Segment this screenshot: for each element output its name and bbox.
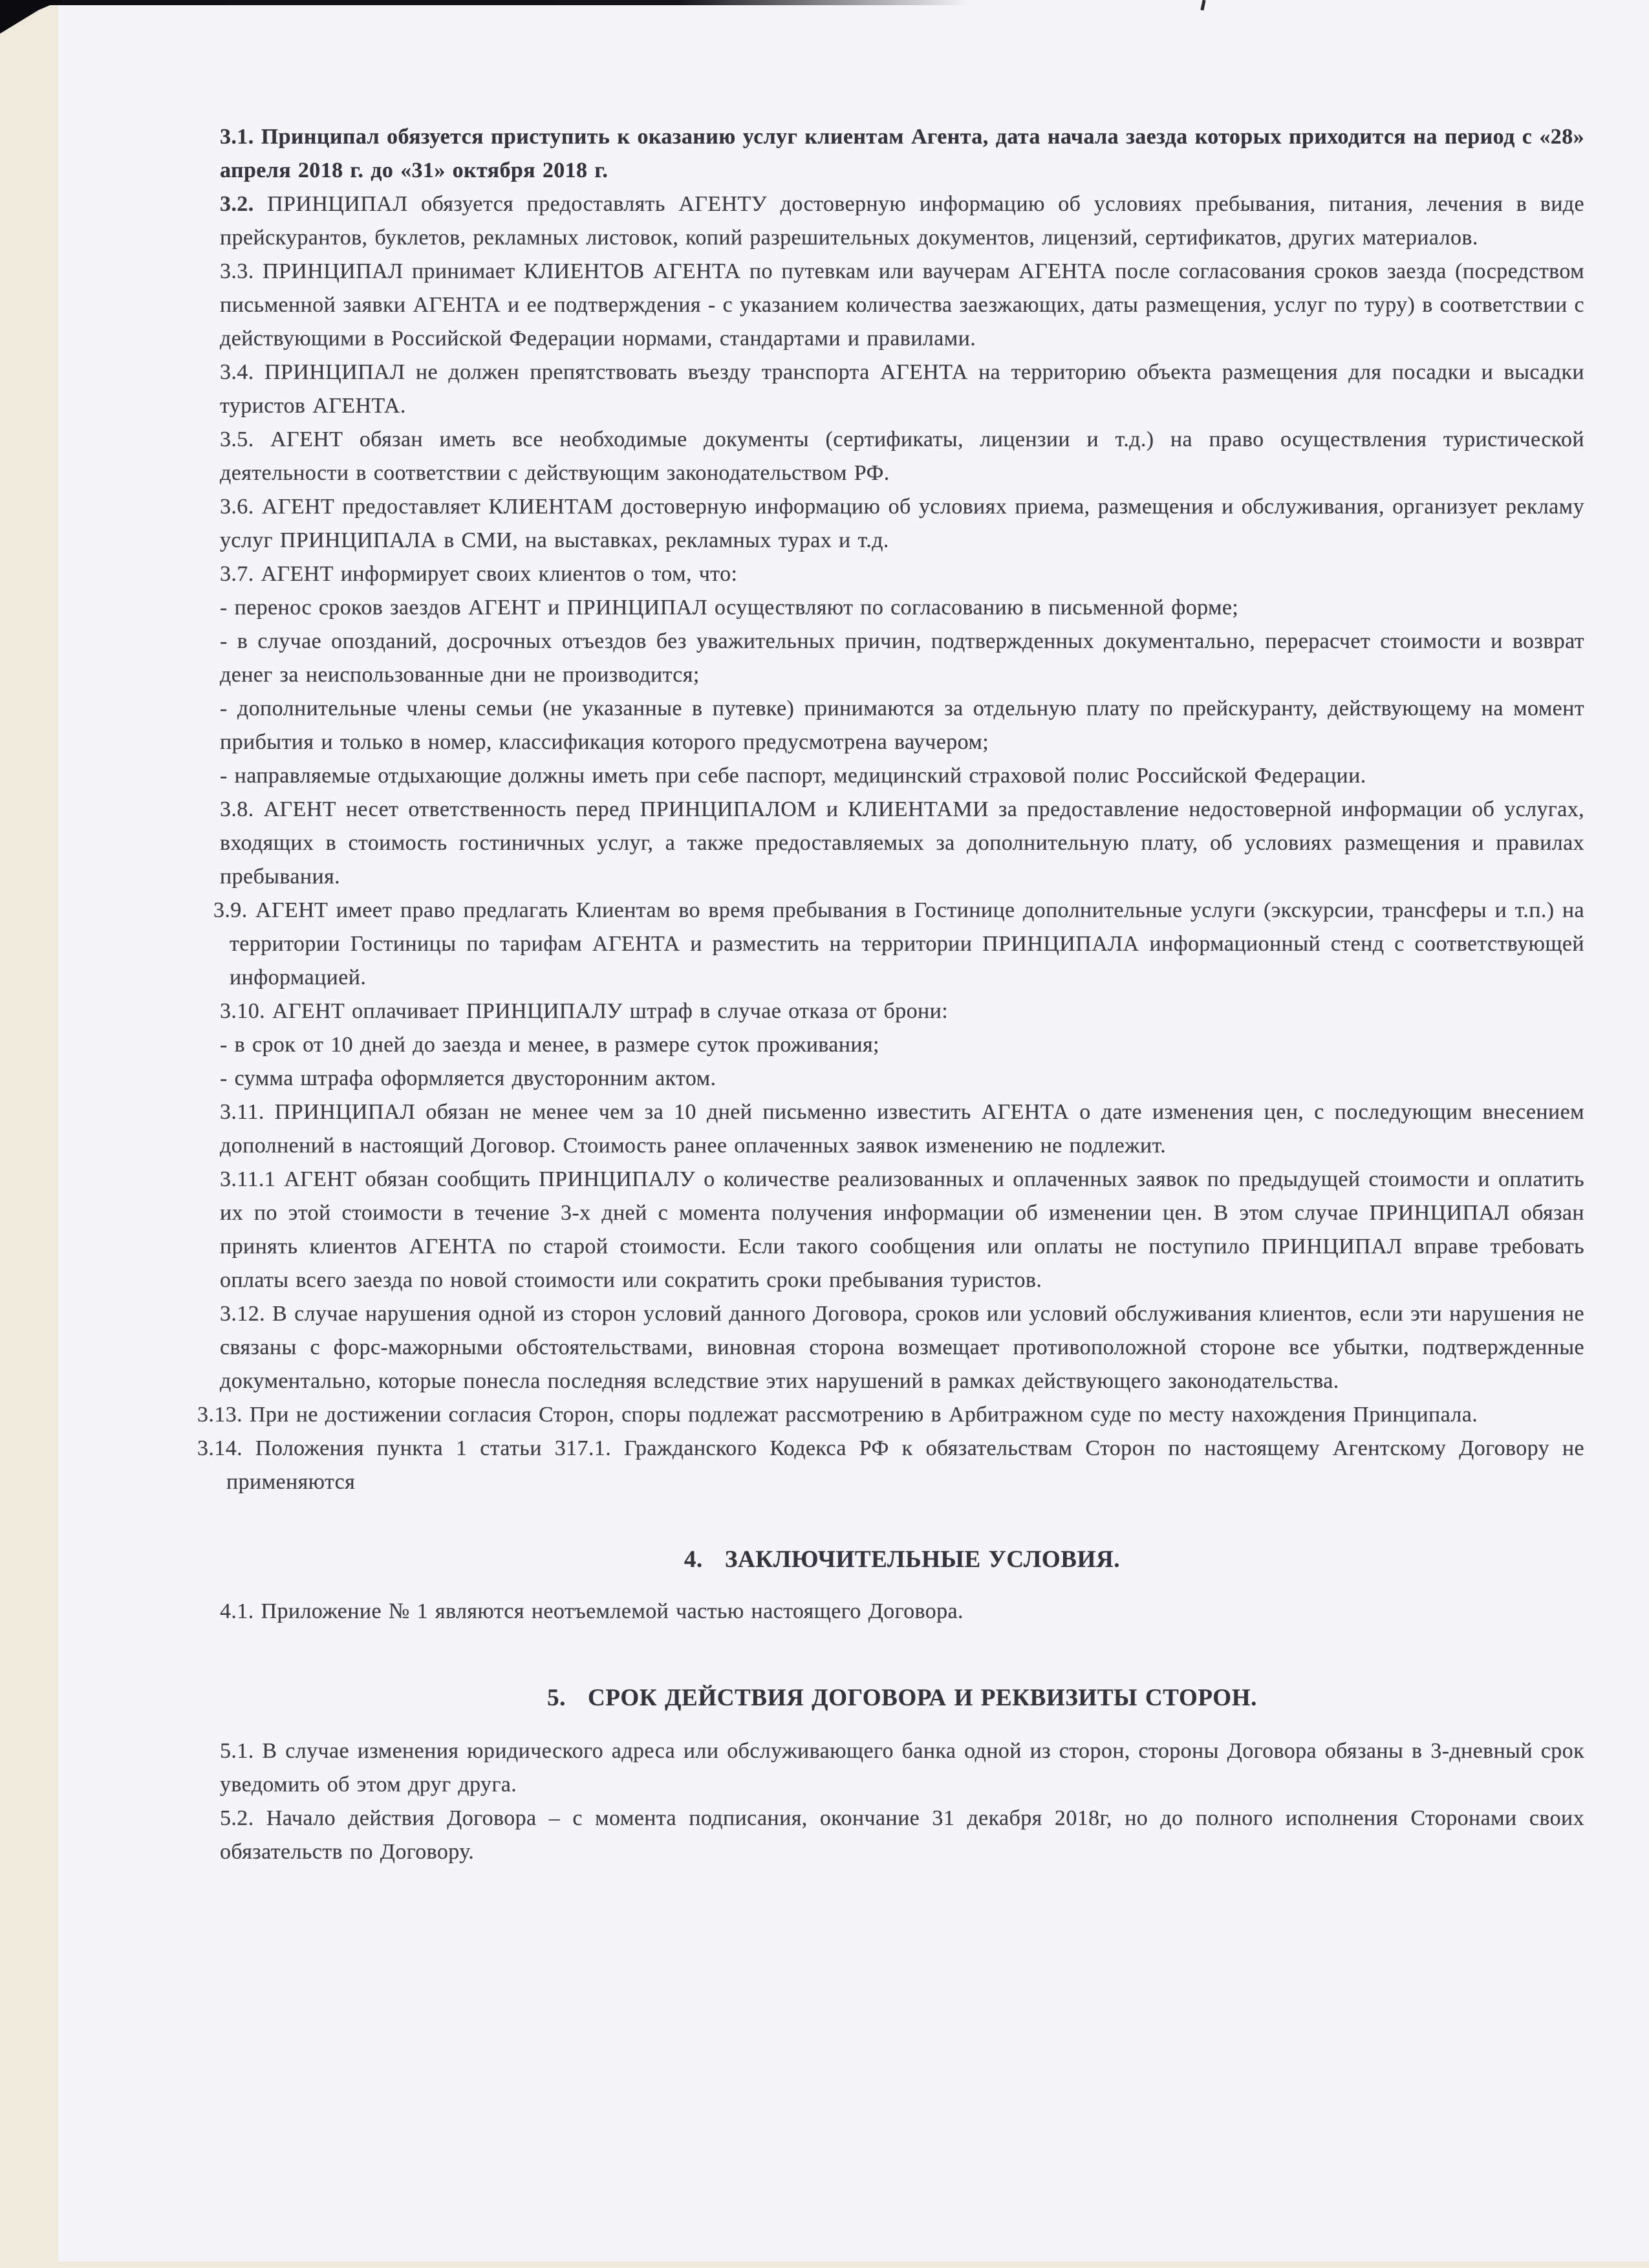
clause-4-1: 4.1. Приложение № 1 являются неотъемлемой частью настоящего Договора. [220, 1599, 964, 1623]
section-5-title: СРОК ДЕЙСТВИЯ ДОГОВОРА И РЕКВИЗИТЫ СТОРОН. [588, 1685, 1257, 1711]
clause-3-7-item-2: - в случае опозданий, досрочных отъездов без уважительных причин, подтвержденных документально, перерасчет стоимости и возврат денег за неиспользованные дни не производится; [220, 629, 1584, 687]
section-5-number: 5. [547, 1685, 566, 1711]
clause-3-10: 3.10. АГЕНТ оплачивает ПРИНЦИПАЛУ штраф в случае отказа от брони: [220, 999, 949, 1023]
contract-text [197, 120, 1584, 1869]
clause-3-3: 3.3. ПРИНЦИПАЛ принимает КЛИЕНТОВ АГЕНТА по путевкам или ваучерам АГЕНТА после согласования сроков заезда (посредством письменной заявки АГЕНТА и ее подтверждения - с указанием количества заезжающих, даты размещения, услуг по туру) в соответствии с действующими в Российской Федерации нормами, стандартами и правилами. [220, 259, 1584, 351]
clause-3-8: 3.8. АГЕНТ несет ответственность перед ПРИНЦИПАЛОМ и КЛИЕНТАМИ за предоставление недостоверной информации об услугах, входящих в стоимость гостиничных услуг, а также предоставляемых за дополнительную плату, об условиях размещения и правилах пребывания. [220, 797, 1584, 889]
clause-3-10-item-2: - сумма штрафа оформляется двусторонним актом. [220, 1066, 717, 1090]
clause-3-14: 3.14. Положения пункта 1 статьи 317.1. Гражданского Кодекса РФ к обязательствам Сторон по настоящему Агентскому Договору не применяются [197, 1436, 1584, 1494]
section-5-heading [220, 1681, 1584, 1715]
clause-3-7-item-3: - дополнительные члены семьи (не указанные в путевке) принимаются за отдельную плату по прейскуранту, действующему на момент прибытия и только в номер, классификация которого предусмотрена ваучером; [220, 697, 1584, 754]
clause-3-11: 3.11. ПРИНЦИПАЛ обязан не менее чем за 10 дней письменно известить АГЕНТА о дате изменения цен, с последующим внесением дополнений в настоящий Договор. Стоимость ранее оплаченных заявок изменению не подлежит. [220, 1100, 1584, 1158]
clause-3-7-item-1: - перенос сроков заездов АГЕНТ и ПРИНЦИПАЛ осуществляют по согласованию в письменной форме; [220, 596, 1239, 620]
clause-5-2: 5.2. Начало действия Договора – с момента подписания, окончание 31 декабря 2018г, но до полного исполнения Сторонами своих обязательств по Договору. [220, 1806, 1584, 1864]
document-page [58, 0, 1649, 2262]
clause-3-13: 3.13. При не достижении согласия Сторон, споры подлежат рассмотрению в Арбитражном суде по месту нахождения Принципала. [197, 1403, 1478, 1427]
scan-top-edge-artifact [0, 0, 970, 5]
clause-3-7-item-4: - направляемые отдыхающие должны иметь при себе паспорт, медицинский страховой полис Российской Федерации. [220, 764, 1366, 788]
clause-3-2 [220, 188, 1584, 255]
clause-text: ПРИНЦИПАЛ обязуется предоставлять АГЕНТУ достоверную информацию об условиях пребывания, питания, лечения в виде прейскурантов, буклетов, рекламных листовок, копий разрешительных документов, лицензий, сертификатов, других материалов. [220, 192, 1584, 250]
clause-3-12: 3.12. В случае нарушения одной из сторон условий данного Договора, сроков или условий обслуживания клиентов, если эти нарушения не связаны с форс-мажорными обстоятельствами, виновная сторона возмещает противоположной стороне все убытки, подтвержденные документально, которые понесла последняя вследствие этих нарушений в рамках действующего законодательства. [220, 1302, 1584, 1393]
clause-3-1: 3.1. Принципал обязуется приступить к оказанию услуг клиентам Агента, дата начала заезда которых приходится на период с «28» апреля 2018 г. до «31» октября 2018 г. [220, 125, 1584, 182]
clause-3-5: 3.5. АГЕНТ обязан иметь все необходимые документы (сертификаты, лицензии и т.д.) на право осуществления туристической деятельности в соответствии с действующим законодательством РФ. [220, 427, 1584, 485]
clause-3-10-item-1: - в срок от 10 дней до заезда и менее, в размере суток проживания; [220, 1033, 879, 1057]
clause-3-4: 3.4. ПРИНЦИПАЛ не должен препятствовать въезду транспорта АГЕНТА на территорию объекта размещения для посадки и высадки туристов АГЕНТА. [220, 360, 1584, 418]
clause-3-7: 3.7. АГЕНТ информирует своих клиентов о том, что: [220, 562, 738, 586]
clause-5-1: 5.1. В случае изменения юридического адреса или обслуживающего банка одной из сторон, стороны Договора обязаны в 3-дневный срок уведомить об этом друг друга. [220, 1739, 1584, 1797]
section-4-title: ЗАКЛЮЧИТЕЛЬНЫЕ УСЛОВИЯ. [724, 1546, 1121, 1573]
section-4-number: 4. [684, 1546, 703, 1573]
clause-number: 3.2. [220, 192, 254, 216]
section-4-heading [220, 1543, 1584, 1577]
clause-3-6: 3.6. АГЕНТ предоставляет КЛИЕНТАМ достоверную информацию об условиях приема, размещения и обслуживания, организует рекламу услуг ПРИНЦИПАЛА в СМИ, на выставках, рекламных турах и т.д. [220, 495, 1584, 552]
clause-3-9: 3.9. АГЕНТ имеет право предлагать Клиентам во время пребывания в Гостинице дополнительные услуги (экскурсии, трансферы и т.п.) на территории Гостиницы по тарифам АГЕНТА и разместить на территории ПРИНЦИПАЛА информационный стенд с соответствующей информацией. [213, 898, 1584, 989]
clause-3-11-1: 3.11.1 АГЕНТ обязан сообщить ПРИНЦИПАЛУ о количестве реализованных и оплаченных заявок по предыдущей стоимости и оплатить их по этой стоимости в течение 3-х дней с момента получения информации об изменении цен. В этом случае ПРИНЦИПАЛ обязан принять клиентов АГЕНТА по старой стоимости. Если такого сообщения или оплаты не поступило ПРИНЦИПАЛ вправе требовать оплаты всего заезда по новой стоимости или сократить сроки пребывания туристов. [220, 1167, 1584, 1292]
